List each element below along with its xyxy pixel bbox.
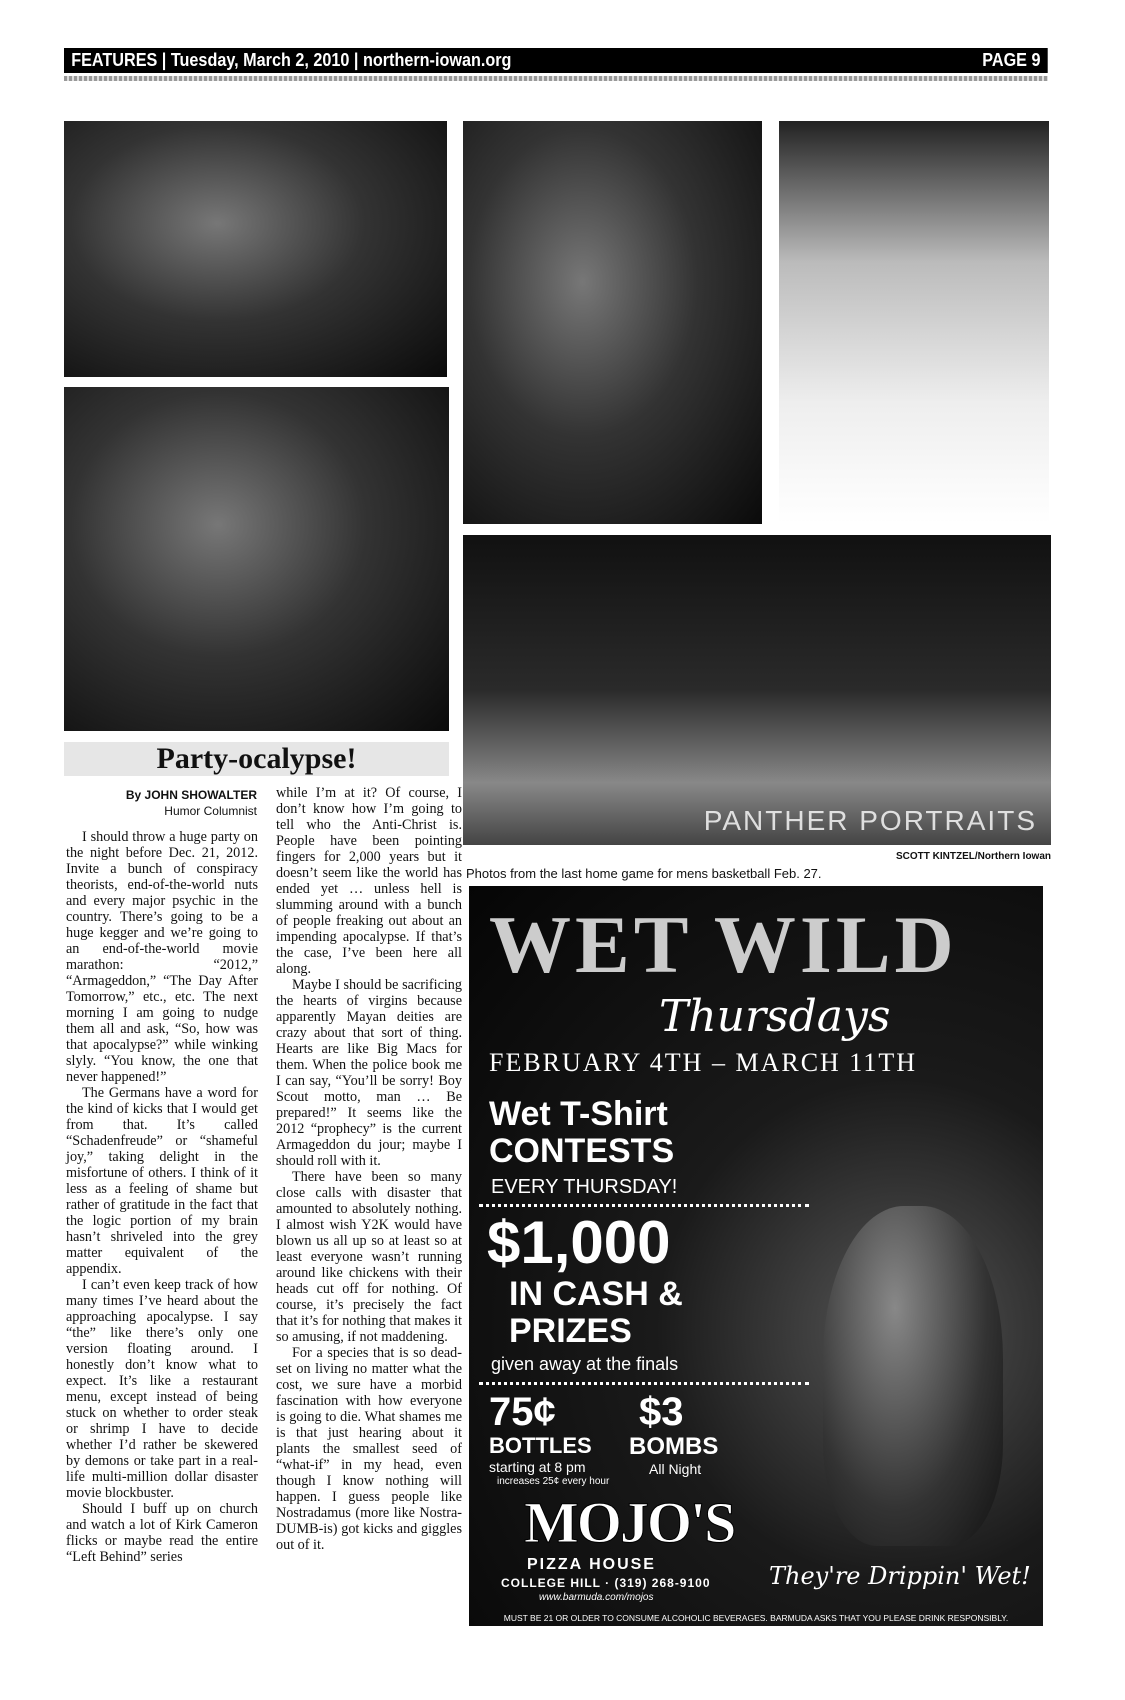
ad-bottle-price: 75¢ — [489, 1390, 556, 1434]
mojos-advertisement — [469, 886, 1043, 1626]
article-column-2 — [276, 785, 462, 1553]
paragraph: The Germans have a word for the kind of kicks that I would get from that. It’s called “Schadenfreude” or “shameful joy,” taking delight in the misfortune of others. I think of it less as a feeling of shame but rather of gratitude in the fact that the logic portion of my brain hasn’t shriveled into the grey matter equivalent of the appendix. — [66, 1085, 258, 1277]
photo-fans-cheering — [64, 121, 447, 377]
ad-prize-amount: $1,000 — [487, 1209, 671, 1276]
header-rule — [64, 76, 1048, 81]
dotted-divider — [479, 1204, 809, 1207]
ad-tagline: They're Drippin' Wet! — [769, 1562, 1031, 1590]
ad-every-thursday: EVERY THURSDAY! — [491, 1176, 678, 1198]
dotted-divider — [479, 1382, 809, 1385]
ad-bombs: BOMBS — [629, 1433, 719, 1460]
photo-crowd-painted-face — [463, 121, 762, 524]
ad-dates: FEBRUARY 4TH – MARCH 11TH — [489, 1048, 918, 1077]
article-column-1 — [66, 829, 258, 1565]
ad-model-image — [823, 1206, 1003, 1546]
section-header-text: FEATURES | Tuesday, March 2, 2010 | northern-iowan.org — [71, 50, 512, 70]
ad-legal-disclaimer: MUST BE 21 OR OLDER TO CONSUME ALCOHOLIC BEVERAGES. BARMUDA ASKS THAT YOU PLEASE DRINK RESPONSIBLY. — [503, 1613, 1009, 1623]
ad-script-title: Thursdays — [659, 991, 891, 1042]
photo-team-lineup — [463, 535, 1051, 845]
photo-credit: SCOTT KINTZEL/Northern Iowan — [896, 851, 1051, 862]
ad-prize-text: IN CASH & PRIZES — [509, 1275, 683, 1350]
article-byline: By JOHN SHOWALTER — [125, 788, 257, 802]
ad-title: WET WILD — [489, 899, 958, 990]
ad-url: www.barmuda.com/mojos — [539, 1592, 654, 1603]
photo-net-cutting-ladder — [779, 121, 1049, 524]
author-role: Humor Columnist — [164, 804, 257, 818]
photo-fan-wig — [64, 387, 449, 731]
photo-caption: Photos from the last home game for mens basketball Feb. 27. — [466, 866, 822, 881]
ad-increase: increases 25¢ every hour — [497, 1476, 610, 1487]
ad-contact: COLLEGE HILL · (319) 268-9100 — [501, 1576, 711, 1590]
mojos-logo: MOJO'S — [524, 1490, 735, 1555]
paragraph: I can’t even keep track of how many times I’ve heard about the approaching apocalypse. I say “the” like there’s only one version floating around. I honestly don’t know what to expect. It’s like a restaurant menu, except instead of being stuck on whether to order steak or shrimp I have to decide whether I’d rather be skewered by demons or take part in a real-life multi-million dollar disaster movie blockbuster. — [66, 1277, 258, 1501]
ad-start-time: starting at 8 pm — [489, 1459, 586, 1475]
section-header-bar — [64, 48, 1048, 73]
page-number: PAGE 9 — [982, 50, 1041, 70]
ad-given-away: given away at the finals — [491, 1354, 679, 1374]
paragraph: Maybe I should be sacrificing the hearts of virgins because apparently Mayan deities are crazy about that sort of thing. Hearts are like Big Macs for them. When the police book me I can say, “You’ll be sorry! Boy Scout motto, man … Be prepared!” It seems like the 2012 “prophecy” is the current Armageddon du jour; maybe I should roll with it. — [276, 977, 462, 1169]
ad-contest: Wet T-Shirt CONTESTS — [489, 1095, 675, 1170]
paragraph: Should I buff up on church and watch a lot of Kirk Cameron flicks or maybe read the entire “Left Behind” series — [66, 1501, 258, 1565]
ad-pizza-house: PIZZA HOUSE — [527, 1556, 656, 1573]
ad-all-night: All Night — [649, 1461, 702, 1477]
photo-overlay-title: PANTHER PORTRAITS — [703, 805, 1037, 836]
ad-bottles: BOTTLES — [489, 1433, 592, 1458]
paragraph: There have been so many close calls with disaster that amounted to absolutely nothing. I almost wish Y2K would have blown us all up so at least so at least everyone wasn’t running around like chickens with their heads cut off for nothing. Of course, it’s precisely the fact that it’s for nothing that makes it so amusing, if not maddening. — [276, 1169, 462, 1345]
paragraph: I should throw a huge party on the night before Dec. 21, 2012. Invite a bunch of conspiracy theorists, end-of-the-world nuts and every major psychic in the country. There’s going to be a huge kegger and we’re going to an end-of-the-world movie marathon: “2012,” “Armageddon,” “The Day After Tomorrow,” etc., etc. The next morning I am going to nudge them all and ask, “So, how was that apocalypse?” while winking slyly. “You know, the one that never happened!” — [66, 829, 258, 1085]
paragraph: while I’m at it? Of course, I don’t know how I’m going to tell who the Anti-Christ is. People have been pointing fingers for 2,000 years but it doesn’t seem like the world has ended yet … unless hell is slumming around with a bunch of people freaking out about an impending apocalypse. If that’s the case, I’ve been here all along. — [276, 785, 462, 977]
article-headline: Party-ocalypse! — [64, 742, 449, 776]
ad-bomb-price: $3 — [639, 1390, 684, 1434]
paragraph: For a species that is so dead-set on living no matter what the cost, we sure have a morbid fascination with how everyone is going to die. What shames me is that just hearing about it plants the smallest seed of “what-if” in my head, even though I know nothing will happen. I guess people like Nostradamus (more like Nostra-DUMB-is) got kicks and giggles out of it. — [276, 1345, 462, 1553]
